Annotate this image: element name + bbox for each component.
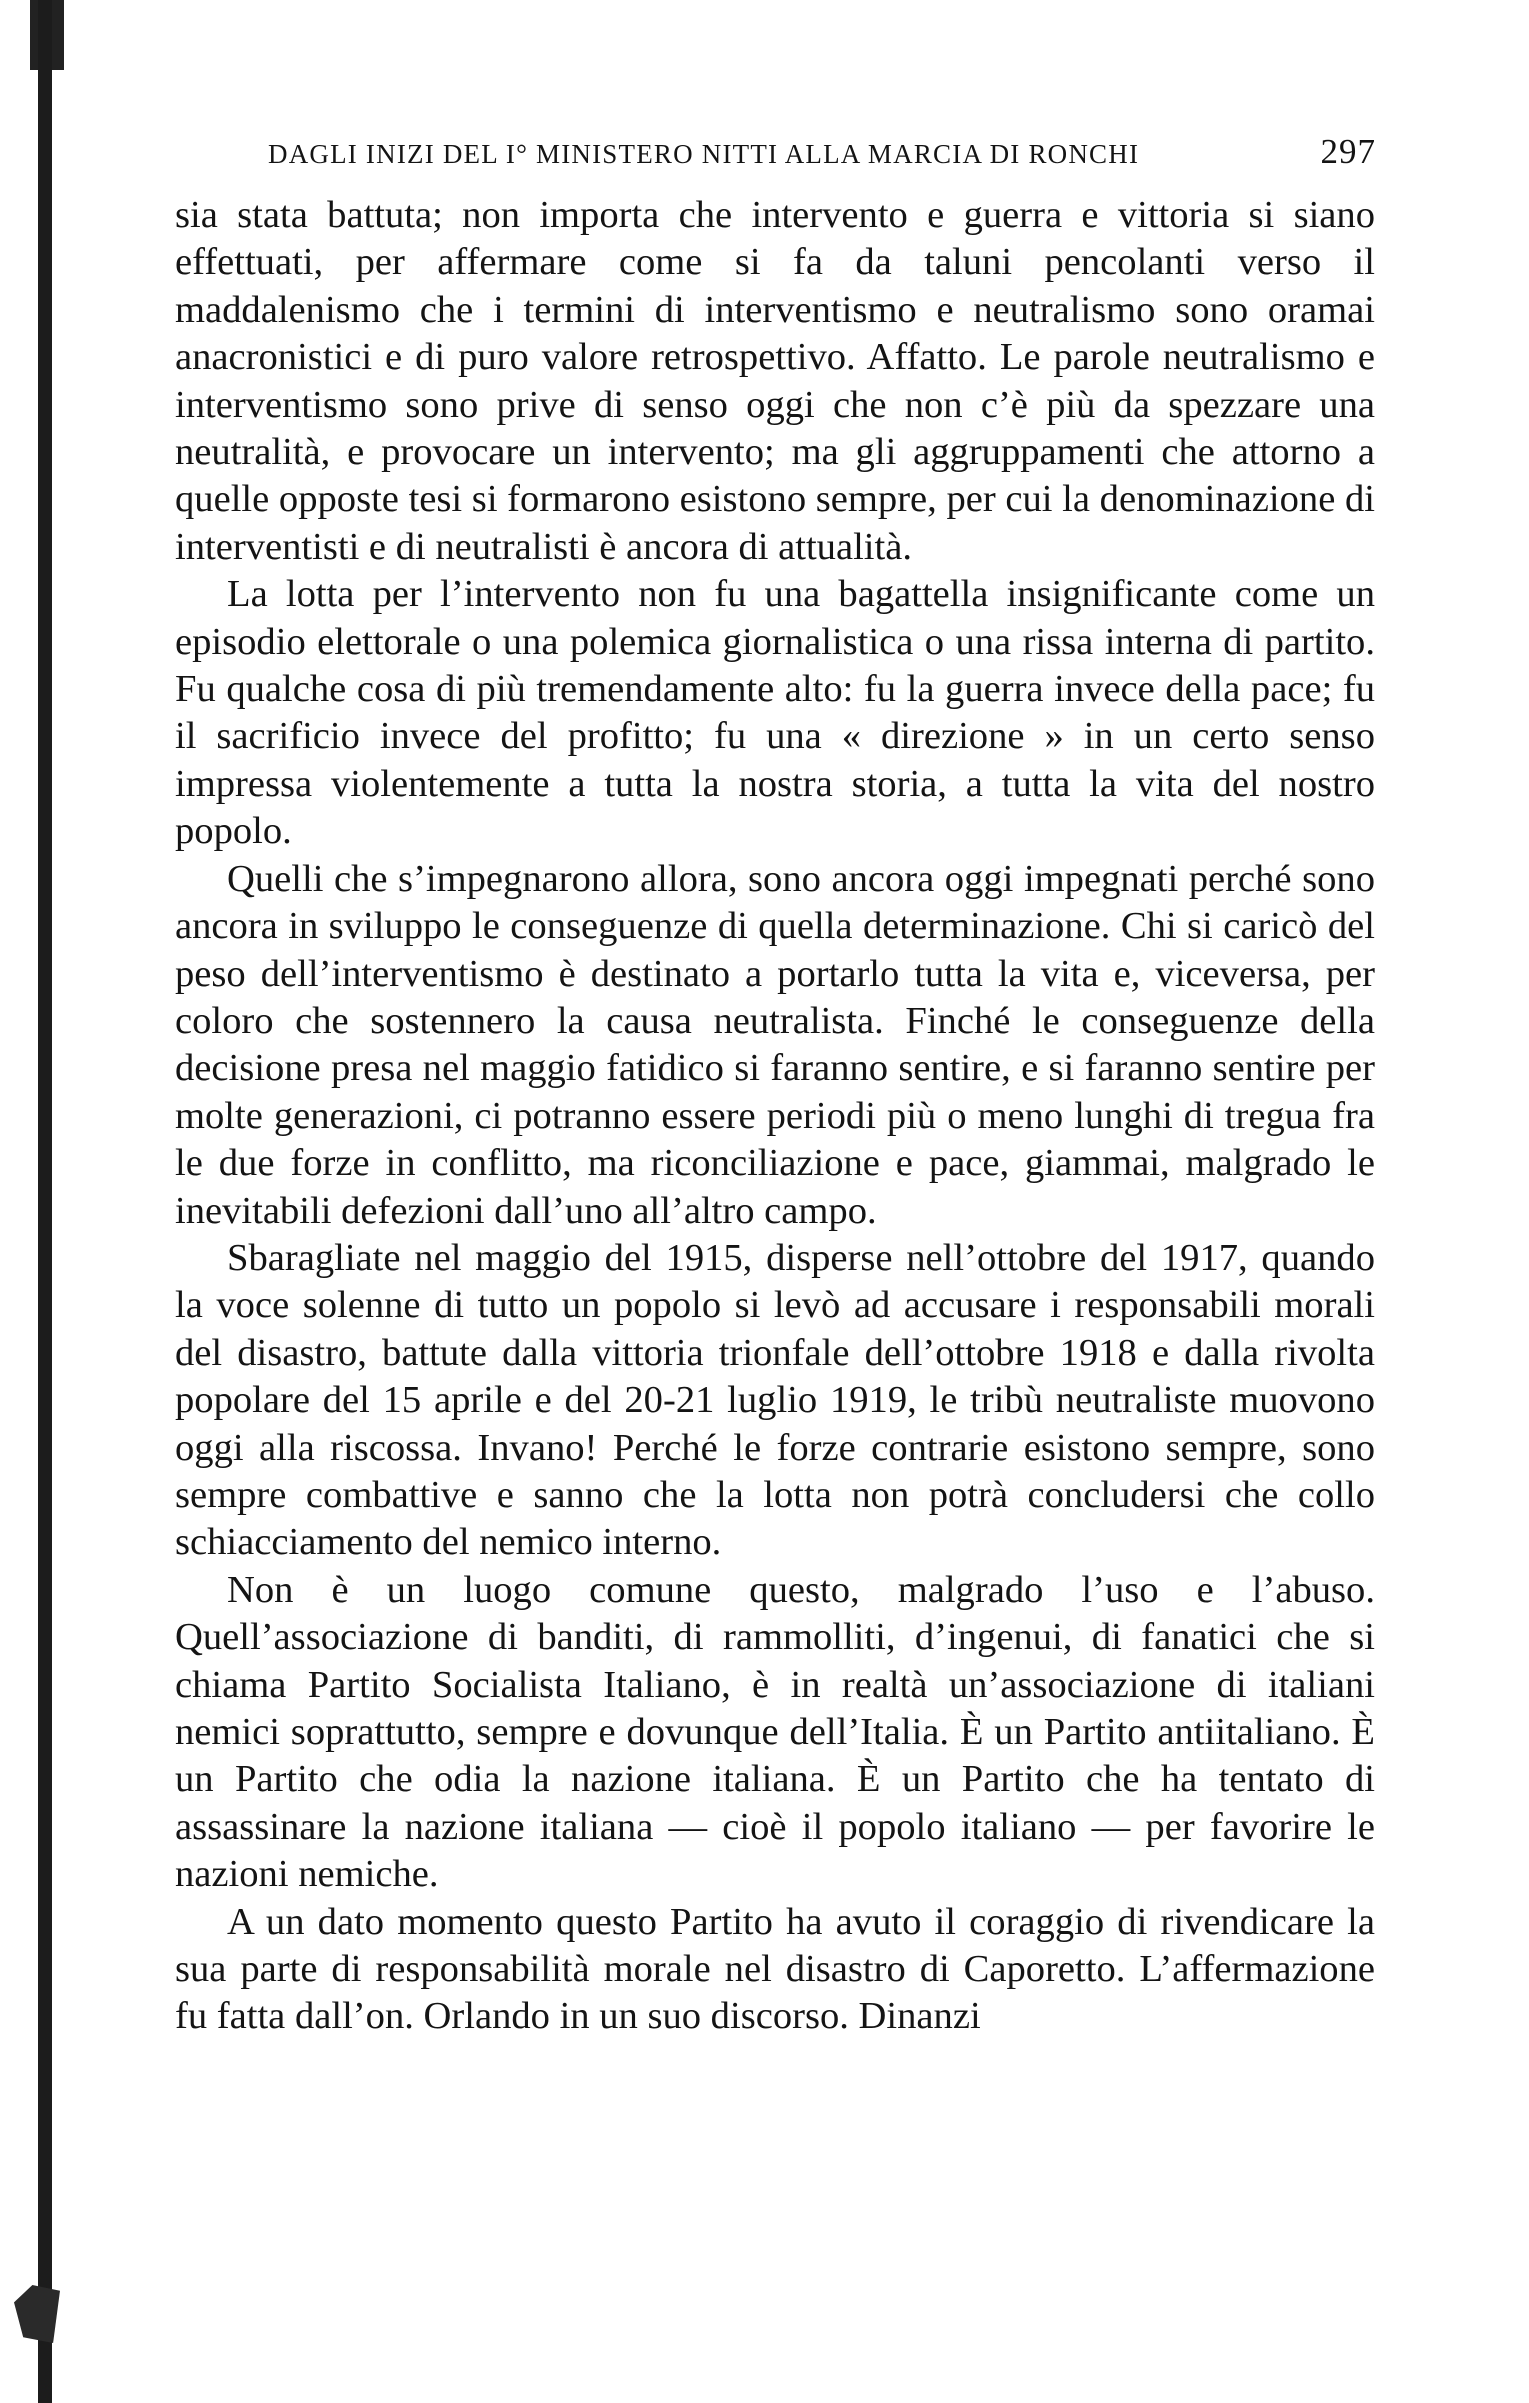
paragraph: sia stata battuta; non importa che intervento e guerra e vittoria si siano effettuati, per affermare come si fa da taluni pencolanti verso il maddalenismo che i termini di interventismo e neutralismo sono oramai anacronistici e di puro valore retrospettivo. Affatto. Le parole neutralismo e interventismo sono prive di senso oggi che non c’è più da spezzare una neutralità, e provocare un intervento; ma gli aggruppamenti che attorno a quelle opposte tesi si formarono esistono sempre, per cui la denominazione di interventisti e di neutralisti è ancora di attualità.	[175, 194, 1375, 568]
paragraph: Quelli che s’impegnarono allora, sono ancora oggi impegnati perché sono ancora in sviluppo le conseguenze di quella determinazione. Chi si caricò del peso dell’interventismo è destinato a portarlo tutta la vita e, viceversa, per coloro che sostennero la causa neutralista. Finché le conseguenze della decisione presa nel maggio fatidico si faranno sentire, e si faranno sentire per molte generazioni, ci potranno essere periodi più o meno lunghi di tregua fra le due forze in conflitto, ma riconciliazione e pace, giammai, malgrado le inevitabili defezioni dall’uno all’altro campo.	[175, 857, 1375, 1232]
page-number: 297	[1320, 132, 1376, 171]
paragraph: A un dato momento questo Partito ha avuto il coraggio di rivendicare la sua parte di responsabilità morale nel disastro di Caporetto. L’affermazione fu fatta dall’on. Orlando in un suo discorso. Dinanzi	[175, 1900, 1375, 2038]
paragraph: Sbaragliate nel maggio del 1915, disperse nell’ottobre del 1917, quando la voce solenne di tutto un popolo si levò ad accusare i responsabili morali del disastro, battute dalla vittoria trionfale dell’ottobre 1918 e dalla rivolta popolare del 15 aprile e del 20-21 luglio 1919, le tribù neutraliste muovono oggi alla riscossa. Invano! Perché le forze contrarie esistono sempre, sono sempre combattive e sanno che la lotta non potrà concludersi che collo schiacciamento del nemico interno.	[175, 1236, 1375, 1564]
running-header-title: DAGLI INIZI DEL I° MINISTERO NITTI ALLA MARCIA DI RONCHI	[268, 139, 1140, 169]
binding-shadow	[38, 0, 52, 2403]
body-text	[175, 192, 1375, 2041]
paragraph: La lotta per l’intervento non fu una bagattella insignificante come un episodio elettorale o una polemica giornalistica o una rissa interna di partito. Fu qualche cosa di più tremendamente alto: fu la guerra invece della pace; fu il sacrificio invece del profitto; fu una « direzione » in un certo senso impressa violentemente a tutta la nostra storia, a tutta la vita del nostro popolo.	[175, 573, 1375, 853]
binding-shadow-bottom	[14, 2285, 60, 2343]
running-header	[268, 132, 1376, 172]
paragraph: Non è un luogo comune questo, malgrado l’uso e l’abuso. Quell’associazione di banditi, di rammolliti, d’ingenui, di fanatici che si chiama Partito Socialista Italiano, è in realtà un’associazione di italiani nemici soprattutto, sempre e dovunque dell’Italia. È un Partito antiitaliano. È un Partito che odia la nazione italiana. È un Partito che ha tentato di assassinare la nazione italiana — cioè il popolo italiano — per favorire le nazioni nemiche.	[175, 1568, 1375, 1896]
